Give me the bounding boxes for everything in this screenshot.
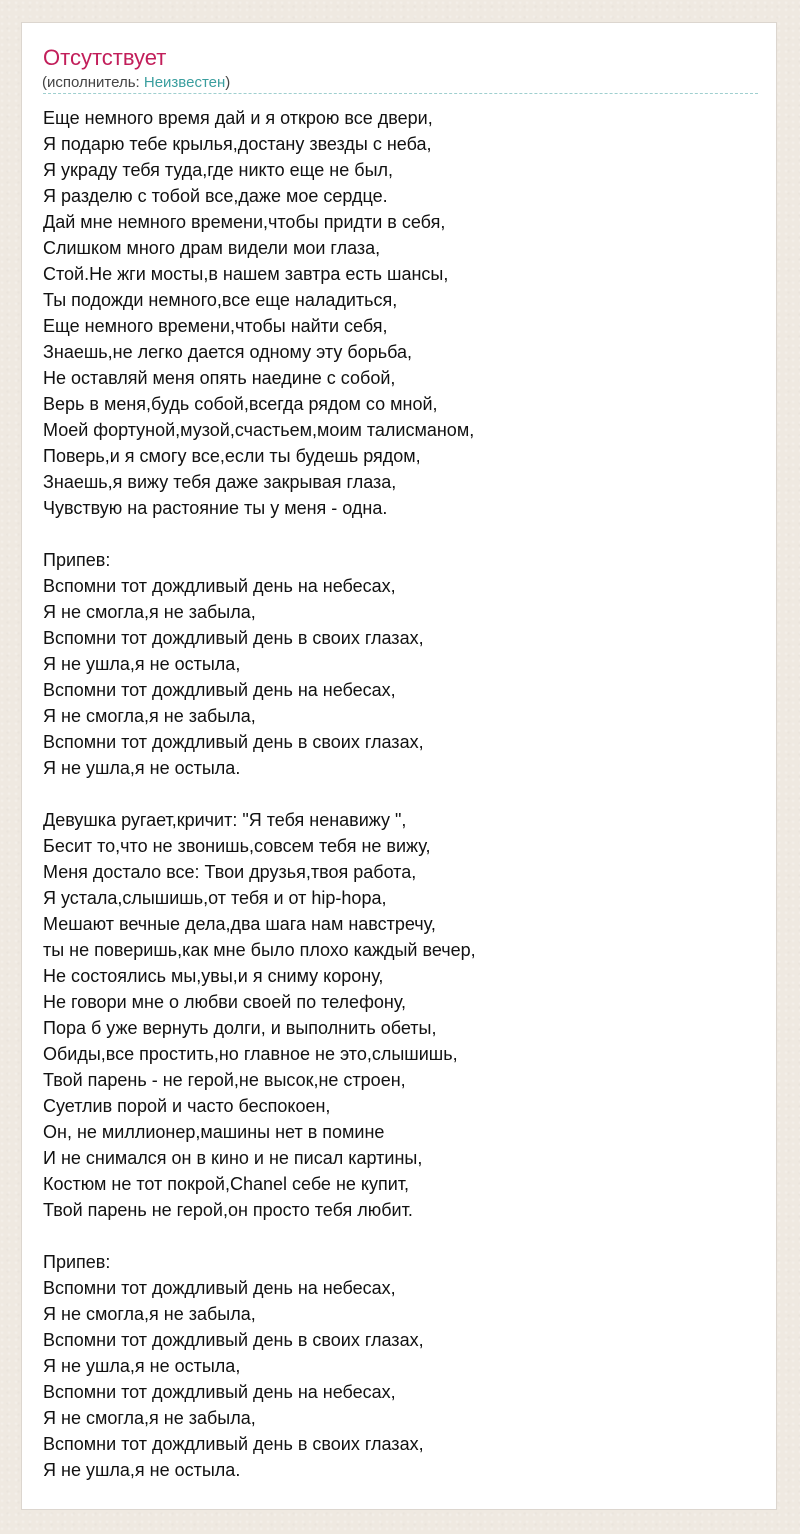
lyric-line: Я не ушла,я не остыла, — [43, 654, 241, 674]
lyric-line: Я подарю тебе крылья,достану звезды с неба, — [43, 134, 432, 154]
lyric-line: Я не ушла,я не остыла. — [43, 1460, 241, 1480]
artist-line — [42, 74, 230, 92]
artist-link[interactable]: Неизвестен — [143, 74, 226, 91]
lyrics-stanza — [43, 105, 758, 521]
lyrics-stanza — [43, 807, 758, 1223]
lyric-line: Чувствую на растояние ты у меня - одна. — [43, 498, 388, 518]
lyric-line: Я не смогла,я не забыла, — [43, 1408, 256, 1428]
lyric-line: Пора б уже вернуть долги, и выполнить обеты, — [43, 1018, 437, 1038]
lyric-line: Не оставляй меня опять наедине с собой, — [43, 368, 396, 388]
lyrics-stanza — [43, 1249, 758, 1483]
lyric-line: И не снимался он в кино и не писал картины, — [43, 1148, 423, 1168]
lyric-line: Я не ушла,я не остыла, — [43, 1356, 241, 1376]
lyric-line: Мешают вечные дела,два шага нам навстречу, — [43, 914, 436, 934]
lyric-line: Он, не миллионер,машины нет в помине — [43, 1122, 385, 1142]
lyric-line: Слишком много драм видели мои глаза, — [43, 238, 381, 258]
lyric-line: Еще немного время дай и я открою все двери, — [43, 108, 433, 128]
lyric-line: Я украду тебя туда,где никто еще не был, — [43, 160, 394, 180]
lyric-line: Твой парень - не герой,не высок,не строен, — [43, 1070, 406, 1090]
lyric-line: Я не смогла,я не забыла, — [43, 1304, 256, 1324]
lyric-line: Знаешь,не легко дается одному эту борьба, — [43, 342, 412, 362]
lyric-line: Вспомни тот дождливый день на небесах, — [43, 1278, 396, 1298]
lyrics-stanza — [43, 547, 758, 781]
lyric-line: Вспомни тот дождливый день в своих глазах, — [43, 1330, 424, 1350]
lyric-line: Припев: — [43, 550, 111, 570]
lyric-line: Вспомни тот дождливый день на небесах, — [43, 1382, 396, 1402]
lyric-line: Меня достало все: Твои друзья,твоя работа, — [43, 862, 417, 882]
lyric-line: Костюм не тот покрой,Chanel себе не купит, — [43, 1174, 410, 1194]
lyric-line: Бесит то,что не звонишь,совсем тебя не вижу, — [43, 836, 431, 856]
lyric-line: Я не смогла,я не забыла, — [43, 602, 256, 622]
lyric-line: Обиды,все простить,но главное не это,слышишь, — [43, 1044, 458, 1064]
title-divider — [43, 93, 758, 94]
lyric-line: Стой.Не жги мосты,в нашем завтра есть шансы, — [43, 264, 449, 284]
lyric-line: ты не поверишь,как мне было плохо каждый вечер, — [43, 940, 476, 960]
lyric-line: Твой парень не герой,он просто тебя любит. — [43, 1200, 413, 1220]
lyric-line: Вспомни тот дождливый день в своих глазах, — [43, 732, 424, 752]
lyric-line: Моей фортуной,музой,счастьем,моим талисманом, — [43, 420, 475, 440]
lyric-line: Девушка ругает,кричит: "Я тебя ненавижу ", — [43, 810, 407, 830]
lyrics-card — [21, 22, 777, 1510]
lyric-line: Вспомни тот дождливый день на небесах, — [43, 576, 396, 596]
lyric-line: Не говори мне о любви своей по телефону, — [43, 992, 407, 1012]
lyric-line: Поверь,и я смогу все,если ты будешь рядом, — [43, 446, 421, 466]
lyric-line: Припев: — [43, 1252, 111, 1272]
artist-prefix: (исполнитель: — [42, 74, 144, 91]
lyric-line: Вспомни тот дождливый день в своих глазах, — [43, 1434, 424, 1454]
lyric-line: Суетлив порой и часто беспокоен, — [43, 1096, 331, 1116]
lyric-line: Не состоялись мы,увы,и я сниму корону, — [43, 966, 384, 986]
lyric-line: Еще немного времени,чтобы найти себя, — [43, 316, 388, 336]
lyric-line: Я устала,слышишь,от тебя и от hip-hopa, — [43, 888, 387, 908]
lyric-line: Я разделю с тобой все,даже мое сердце. — [43, 186, 388, 206]
lyric-line: Дай мне немного времени,чтобы придти в себя, — [43, 212, 446, 232]
lyric-line: Вспомни тот дождливый день на небесах, — [43, 680, 396, 700]
lyric-line: Я не смогла,я не забыла, — [43, 706, 256, 726]
song-title: Отсутствует — [43, 45, 167, 70]
lyric-line: Ты подожди немного,все еще наладиться, — [43, 290, 398, 310]
lyric-line: Вспомни тот дождливый день в своих глазах, — [43, 628, 424, 648]
lyric-line: Верь в меня,будь собой,всегда рядом со мной, — [43, 394, 438, 414]
artist-suffix: ) — [225, 74, 231, 91]
lyric-line: Я не ушла,я не остыла. — [43, 758, 241, 778]
lyrics-body — [43, 105, 758, 1483]
lyric-line: Знаешь,я вижу тебя даже закрывая глаза, — [43, 472, 397, 492]
